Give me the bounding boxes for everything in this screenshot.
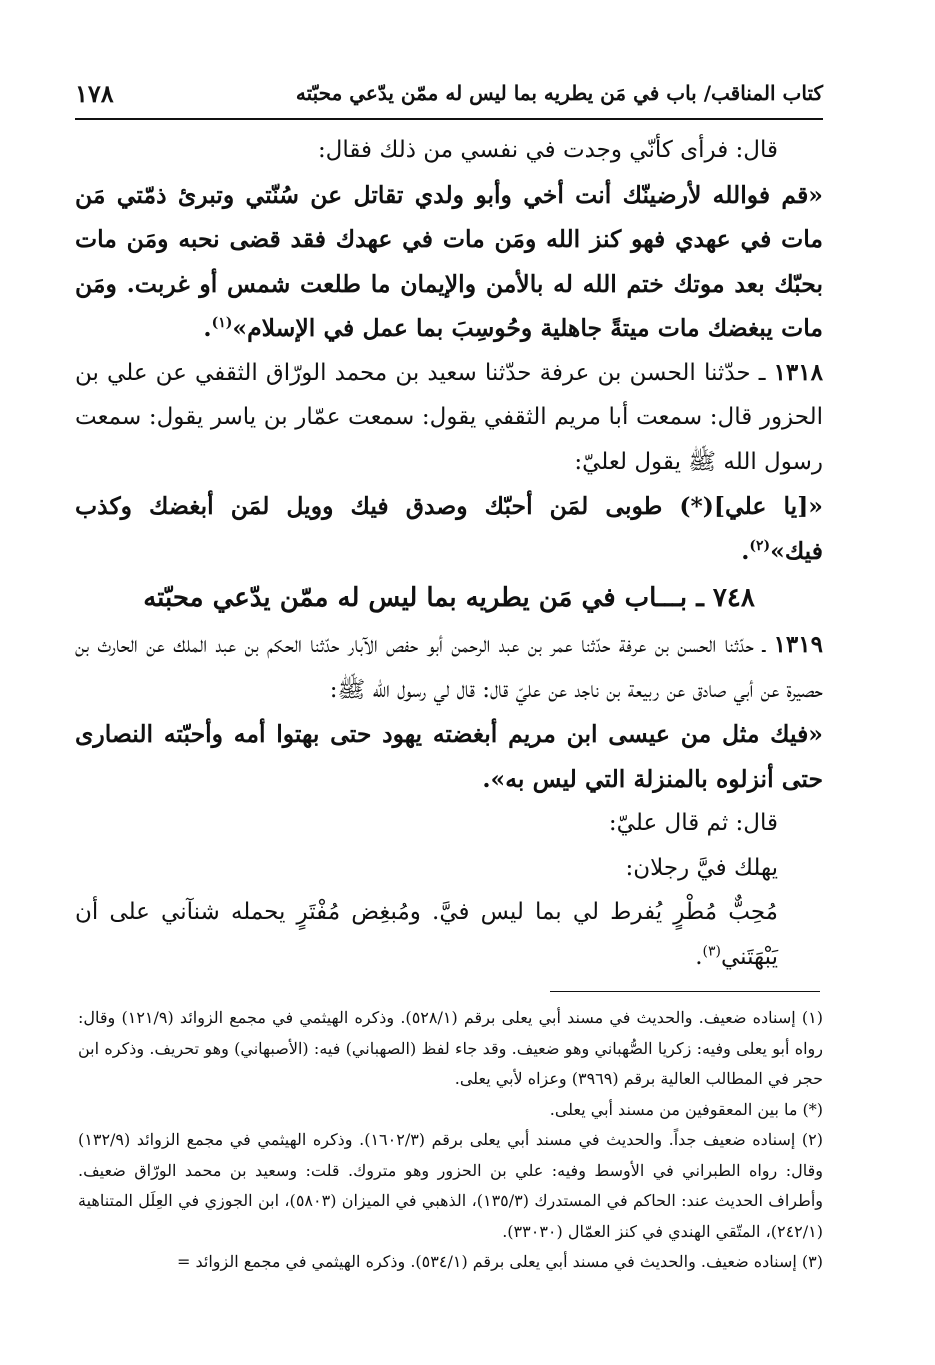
chapter-heading: ٧٤٨ ـ بـــاب في مَن يطريه بما ليس له ممّن يدّعي محبّته bbox=[143, 583, 755, 613]
hadith-quote: «قم فوالله لأرضينّك أنت أخي وأبو ولدي تقاتل عن سُنّتي وتبرئ ذمّتي مَن مات في عهدي فهو كنز الله ومَن مات في عهدك فقد قضى نحبه ومَن مات بحبّك بعد موتك ختم الله له بالأمن والإيمان ما طلعت شمس أو غربت. ومَن مات يبغضك مات ميتةً جاهلية وحُوسِبَ بما عمل في الإسلام»$^{(١)}$. bbox=[75, 180, 823, 342]
hadith-number: ١٣١٨ bbox=[773, 358, 823, 386]
paragraph-text: مُحِبٌّ مُطْرٍ يُفرط لي بما ليس فيَّ. ومُبغِض مُفْتَرٍ يحمله شنآني على أن يَبْهَتَني bbox=[75, 899, 778, 970]
page-number: ١٧٨ bbox=[75, 78, 114, 108]
footnote-divider bbox=[550, 991, 820, 992]
footnote: (*) ما بين المعقوفين من مسند أبي يعلى. bbox=[549, 1099, 823, 1119]
footnotes bbox=[78, 1003, 823, 1278]
quote-text: «فيك مثل من عيسى ابن مريم أبغضته يهود حتى بهتوا أمه وأحبّته النصارى حتى أنزلوه بالمنزلة التي ليس به». bbox=[75, 720, 823, 793]
paragraph bbox=[75, 128, 823, 173]
isnad-text: ـ حدّثنا الحسن بن عرفة حدّثنا سعيد بن محمد الورّاق الثقفي عن علي بن الحزور قال: سمعت أبا مريم الثقفي يقول: سمعت عمّار بن ياسر يقول: سمعت رسول الله ﷺ يقول لعليّ: bbox=[75, 359, 823, 475]
footnote: (٢) إسناده ضعيف جداً. والحديث في مسند أبي يعلى برقم (١٦٠٢/٣). وذكره الهيثمي في مجمع الزوائد (١٣٢/٩) وقال: رواه الطبراني في الأوسط وفيه: علي بن الحزور وهو متروك. قلت: وسعيد بن محمد الورّاق ضعيف. وأطراف الحديث عند: الحاكم في المستدرك (١٣٥/٣)، الذهبي في الميزان (٥٨٠٣)، ابن الجوزي في العِلَل المتناهية (٢٤٢/١)، المتّقي الهندي في كنز العمّال (٣٣٠٣٠). bbox=[78, 1130, 824, 1241]
footnote: (٣) إسناده ضعيف. والحديث في مسند أبي يعلى برقم (٥٣٤/١). وذكره الهيثمي في مجمع الزوائد = bbox=[176, 1252, 823, 1271]
header-divider bbox=[75, 118, 823, 120]
quote-text: «قم فوالله لأرضينّك أنت أخي وأبو ولدي تقاتل عن سُنّتي وتبرئ ذمّتي مَن مات في عهدي فهو كنز الله ومَن مات في عهدك فقد قضى نحبه ومَن مات بحبّك بعد موتك ختم الله له بالأمن والإيمان ما طلعت شمس أو غربت. ومَن مات يبغضك مات ميتةً جاهلية وحُوسِبَ بما عمل في الإسلام» bbox=[75, 180, 823, 342]
hadith-quote: «[يا علي](*) طوبى لمَن أحبّك وصدق فيك وويل لمَن أبغضك وكذب فيك»$^{(٢)}$. bbox=[75, 492, 823, 565]
quote-text: «[يا علي](*) طوبى لمَن أحبّك وصدق فيك وويل لمَن أبغضك وكذب فيك» bbox=[75, 492, 823, 565]
hadith-quote bbox=[75, 712, 823, 801]
footnote-ref: (١) bbox=[211, 315, 233, 332]
running-title: كتاب المناقب/ باب في مَن يطريه بما ليس له ممّن يدّعي محبّته bbox=[295, 81, 823, 105]
footnote-ref: (٣) bbox=[702, 942, 721, 959]
page-header bbox=[75, 72, 823, 114]
paragraph-text: قال: فرأى كأنّي وجدت في نفسي من ذلك فقال: bbox=[317, 137, 778, 163]
paragraph: قال: ثم قال عليّ: bbox=[608, 810, 778, 836]
paragraph: يهلك فيَّ رجلان: bbox=[625, 854, 778, 881]
hadith-isnad bbox=[75, 623, 823, 712]
paragraph: مُحِبٌّ مُطْرٍ يُفرط لي بما ليس فيَّ. ومُبغِض مُفْتَرٍ يحمله شنآني على أن يَبْهَتَني$^{(٣)}$. bbox=[75, 899, 778, 970]
footnote-ref: (٢) bbox=[749, 537, 771, 554]
hadith-isnad bbox=[75, 351, 823, 485]
hadith-number: ١٣١٩ bbox=[773, 631, 823, 658]
main-text bbox=[75, 128, 823, 979]
footnote: (١) إسناده ضعيف. والحديث في مسند أبي يعلى برقم (٥٢٨/١). وذكره الهيثمي في مجمع الزوائد (١٢١/٩) وقال: رواه أبو يعلى وفيه: زكريا الصُّهباني وهو ضعيف. وقد جاء لفظ (الصهباني) فيه: (الأصبهاني) وهو تحريف. وذكره ابن حجر في المطالب العالية برقم (٣٩٦٩) وعزاه لأبي يعلى. bbox=[78, 1008, 824, 1088]
isnad-text: ـ حدّثنا الحسن بن عرفة حدّثنا عمر بن عبد الرحمن أبو حفص الآبار حدّثنا الحكم بن عبد الملك عن الحارث بن حصيرة عن أبي صادق عن ربيعة بن ناجد عن عليّ قال: قال لي رسول الله ﷺ: bbox=[75, 632, 823, 703]
